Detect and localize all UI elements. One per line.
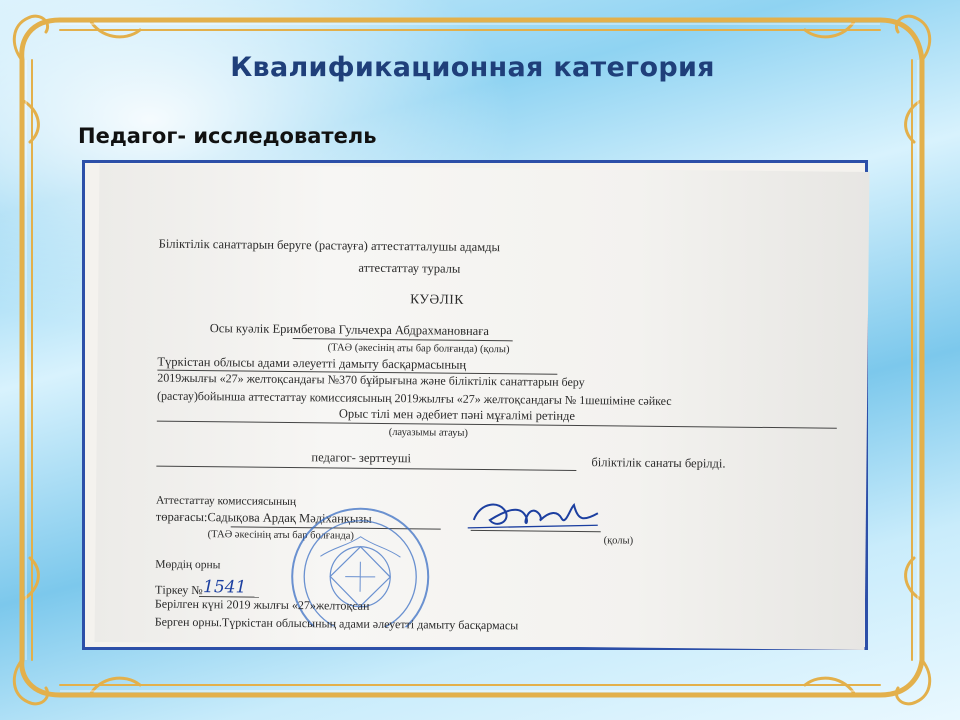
category-underline xyxy=(156,466,576,471)
header-line-1: Біліктілік санаттарын беруге (растауға) аттестатталушы адамды xyxy=(158,236,500,255)
issue-date-line: Берілген күні 2019 жылғы «27»желтоқсан xyxy=(154,596,370,613)
reg-number: 1541 xyxy=(202,577,247,598)
certificate-photo xyxy=(82,160,868,650)
recipient-caption: (ТАӘ (әкесінің аты бар болғанда) (қолы) xyxy=(327,342,510,356)
doc-type: КУӘЛІК xyxy=(410,291,464,307)
slide-title: Квалификационная категория xyxy=(230,52,715,83)
position-line: Орыс тілі мен әдебиет пәні мұғалімі ретінде xyxy=(338,406,576,423)
category-value: педагог- зерттеуші xyxy=(311,450,412,466)
seal-place: Мөрдің орны xyxy=(155,558,221,572)
sign-caption: (қолы) xyxy=(603,535,634,547)
category-suffix: біліктілік санаты берілді. xyxy=(591,455,726,471)
issuer-line: Түркістан облысы адами әлеуетті дамыту басқармасының xyxy=(157,354,467,372)
certificate-paper xyxy=(95,164,870,650)
commission-line-2: төрағасы:Садықова Ардақ Мәдіханқызы xyxy=(155,509,372,526)
order-line-2: (растау)бойынша аттестаттау комиссиясының 2019жылғы «27» желтоқсандағы № 1шешіміне сәйкес xyxy=(157,388,672,408)
issued-by-line: Берген орны.Түркістан облысының адами әлеуетті дамыту басқармасы xyxy=(154,614,519,633)
header-line-2: аттестаттау туралы xyxy=(358,260,461,276)
reg-label: Тіркеу № xyxy=(154,582,203,598)
signature xyxy=(466,490,607,541)
order-line-1: 2019жылғы «27» желтоқсандағы №370 бұйрығына және біліктілік санаттарын беру xyxy=(157,370,585,390)
commission-line-1: Аттестаттау комиссиясының xyxy=(155,494,297,509)
chair-caption: (ТАӘ әкесінің аты бар болғанда) xyxy=(207,529,354,542)
slide-subtitle: Педагог- исследователь xyxy=(78,124,377,148)
recipient-line: Осы куәлік Еримбетова Гульчехра Абдрахмановнаға xyxy=(209,321,490,339)
position-caption: (лауазымы атауы) xyxy=(388,427,468,439)
